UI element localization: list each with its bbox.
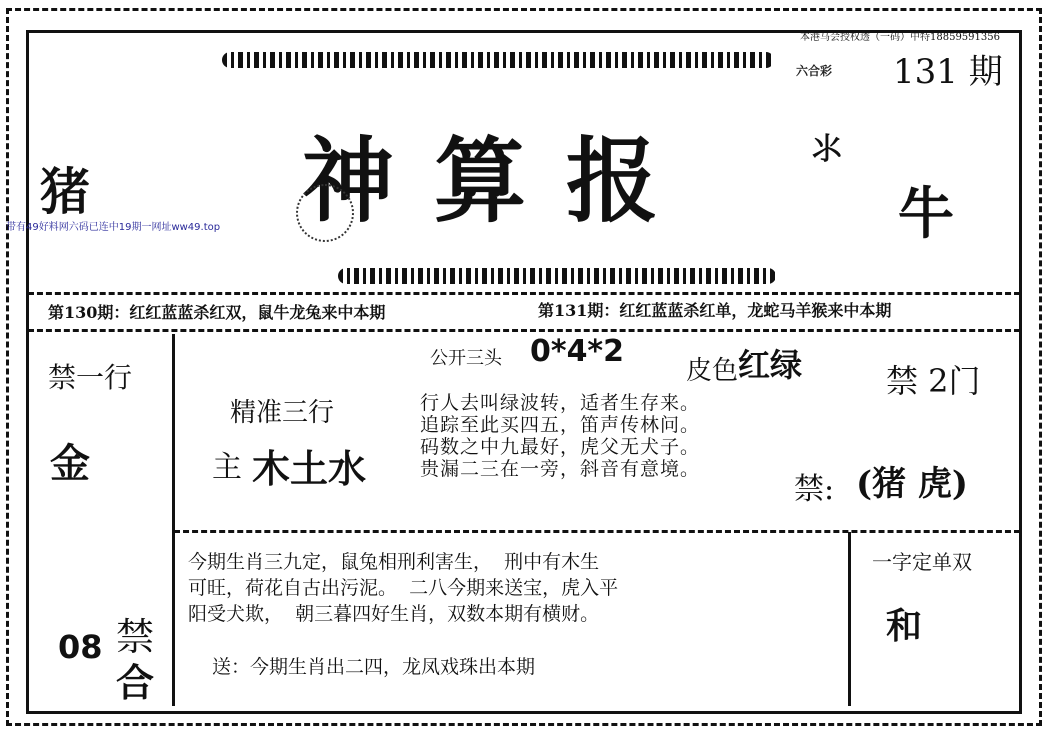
bottom-vine-ornament — [338, 268, 776, 284]
prediction-line-1: 今期生肖三九定，鼠兔相刑利害生， 刑中有木生 — [188, 551, 600, 573]
ban-zodiac-value: (猪 虎) — [856, 464, 969, 504]
issue-number: 131 期 — [893, 52, 1003, 92]
main-prefix: 主 — [212, 450, 242, 485]
single-double-value: 和 — [886, 605, 923, 647]
page-title: 神 算 报 — [302, 127, 663, 235]
ban-row-label: 禁一行 — [48, 361, 133, 394]
color-value: 红绿 — [738, 346, 803, 384]
horse-mark-icon: ⺢ — [812, 132, 842, 167]
public-head-label: 公开三头 — [430, 348, 502, 369]
ban-row-value: 金 — [50, 440, 90, 487]
color-label: 皮色 — [686, 356, 739, 386]
poem-line-1: 行人去叫绿波转，适者生存来。 — [420, 392, 701, 414]
poem-line-2: 追踪至此买四五，笛声传林问。 — [420, 414, 701, 436]
ban-door: 禁 2门 — [886, 362, 981, 400]
ban-combo-label-2: 合 — [116, 660, 155, 705]
bottom-divider — [174, 530, 1020, 533]
top-vine-ornament — [222, 52, 774, 68]
gift-line: 送：今期生肖出二四，龙凤戏珠出本期 — [212, 656, 536, 678]
round-stamp — [296, 184, 354, 242]
poem-line-4: 贵漏二三在一旁，斜音有意境。 — [420, 458, 701, 480]
left-zodiac: 猪 — [40, 162, 90, 221]
current-result: 第131期：红红蓝蓝杀红单，龙蛇马羊猴来中本期 — [538, 301, 892, 320]
lottery-logo: 六合彩 — [796, 64, 833, 78]
ban-combo-label-1: 禁 — [116, 615, 155, 659]
previous-result: 第130期：红红蓝蓝杀红双，鼠牛龙兔来中本期 — [48, 303, 386, 322]
single-double-label: 一字定单双 — [872, 550, 972, 574]
ad-line: 带有49好料网六码已连中19期一网址ww49.top — [6, 222, 221, 233]
ban-combo-number: 08 — [58, 628, 103, 666]
public-head-value: 0*4*2 — [530, 334, 624, 369]
right-box-divider — [848, 532, 851, 706]
watermark-text: 本港马会授权透（一码）中特18859591356 — [800, 32, 1000, 43]
main-value: 木土水 — [252, 446, 367, 491]
right-zodiac: 牛 — [898, 181, 954, 247]
left-column-divider — [172, 334, 175, 706]
ban-zodiac-label: 禁: — [794, 472, 835, 507]
prediction-line-3: 阳受犬欺， 朝三暮四好生肖，双数本期有横财。 — [188, 603, 600, 625]
poem-line-3: 码数之中九最好，虎父无犬子。 — [420, 436, 701, 458]
three-rows-label: 精准三行 — [230, 398, 335, 428]
prediction-line-2: 可旺，荷花自古出污泥。 二八今期来送宝，虎入平 — [188, 577, 619, 599]
